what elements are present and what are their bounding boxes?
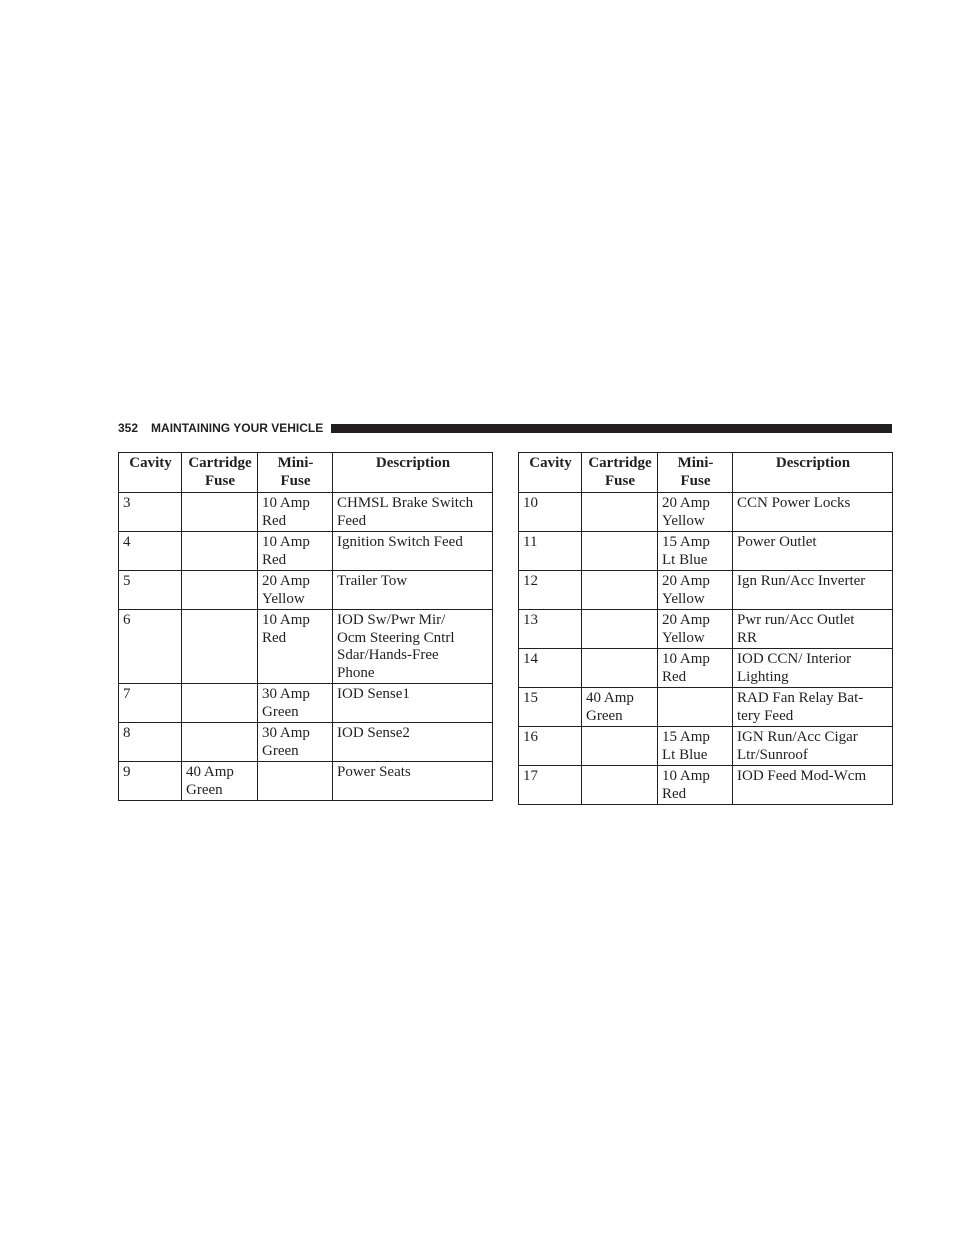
description-cell: IGN Run/Acc Cigar Ltr/Sunroof — [733, 727, 893, 766]
mini-fuse-cell: 20 Amp Yellow — [258, 571, 333, 610]
cavity-cell: 9 — [119, 762, 182, 801]
table-row — [119, 610, 493, 684]
cavity-cell: 7 — [119, 684, 182, 723]
description-cell: RAD Fan Relay Bat- tery Feed — [733, 688, 893, 727]
description-cell: Ign Run/Acc Inverter — [733, 571, 893, 610]
page-header — [118, 420, 892, 436]
description-cell: CCN Power Locks — [733, 493, 893, 532]
column-header-description: Description — [333, 453, 493, 493]
section-title: MAINTAINING YOUR VEHICLE — [151, 421, 324, 435]
mini-fuse-cell: 20 Amp Yellow — [658, 493, 733, 532]
mini-fuse-cell: 30 Amp Green — [258, 684, 333, 723]
table-row — [519, 610, 893, 649]
cartridge-fuse-cell — [582, 610, 658, 649]
mini-fuse-cell — [258, 762, 333, 801]
cartridge-fuse-cell — [582, 766, 658, 805]
cartridge-fuse-cell: 40 Amp Green — [582, 688, 658, 727]
page-number: 352 — [118, 421, 139, 435]
cartridge-fuse-cell — [182, 493, 258, 532]
cavity-cell: 10 — [519, 493, 582, 532]
table-row — [519, 727, 893, 766]
column-header-cartridge-fuse: Cartridge Fuse — [182, 453, 258, 493]
table-row — [119, 684, 493, 723]
table-row — [119, 723, 493, 762]
cavity-cell: 14 — [519, 649, 582, 688]
cavity-cell: 16 — [519, 727, 582, 766]
table-row — [519, 571, 893, 610]
description-cell: Power Seats — [333, 762, 493, 801]
cavity-cell: 8 — [119, 723, 182, 762]
cartridge-fuse-cell — [582, 571, 658, 610]
mini-fuse-cell: 10 Amp Red — [658, 649, 733, 688]
column-header-mini-fuse: Mini- Fuse — [258, 453, 333, 493]
cartridge-fuse-cell — [182, 684, 258, 723]
mini-fuse-cell: 15 Amp Lt Blue — [658, 727, 733, 766]
cartridge-fuse-cell — [582, 532, 658, 571]
table-row — [119, 493, 493, 532]
table-header-row — [119, 453, 493, 493]
table-row — [119, 571, 493, 610]
cartridge-fuse-cell — [182, 571, 258, 610]
table-row — [519, 649, 893, 688]
cavity-cell: 13 — [519, 610, 582, 649]
table-row — [519, 532, 893, 571]
cavity-cell: 6 — [119, 610, 182, 684]
cavity-cell: 4 — [119, 532, 182, 571]
mini-fuse-cell: 10 Amp Red — [658, 766, 733, 805]
cartridge-fuse-cell — [582, 493, 658, 532]
fuse-table-left — [118, 452, 493, 801]
cavity-cell: 11 — [519, 532, 582, 571]
cavity-cell: 5 — [119, 571, 182, 610]
description-cell: CHMSL Brake Switch Feed — [333, 493, 493, 532]
cavity-cell: 17 — [519, 766, 582, 805]
header-rule — [331, 424, 892, 433]
description-cell: IOD Feed Mod-Wcm — [733, 766, 893, 805]
column-header-mini-fuse: Mini- Fuse — [658, 453, 733, 493]
cavity-cell: 15 — [519, 688, 582, 727]
cavity-cell: 12 — [519, 571, 582, 610]
mini-fuse-cell — [658, 688, 733, 727]
cavity-cell: 3 — [119, 493, 182, 532]
column-header-cavity: Cavity — [119, 453, 182, 493]
table-header-row — [519, 453, 893, 493]
mini-fuse-cell: 30 Amp Green — [258, 723, 333, 762]
mini-fuse-cell: 20 Amp Yellow — [658, 610, 733, 649]
cartridge-fuse-cell — [182, 610, 258, 684]
table-row — [119, 762, 493, 801]
table-row — [519, 493, 893, 532]
description-cell: Power Outlet — [733, 532, 893, 571]
cartridge-fuse-cell — [582, 727, 658, 766]
mini-fuse-cell: 10 Amp Red — [258, 532, 333, 571]
mini-fuse-cell: 10 Amp Red — [258, 610, 333, 684]
description-cell: IOD Sense2 — [333, 723, 493, 762]
cartridge-fuse-cell — [582, 649, 658, 688]
fuse-table-right — [518, 452, 893, 805]
column-header-cartridge-fuse: Cartridge Fuse — [582, 453, 658, 493]
description-cell: Ignition Switch Feed — [333, 532, 493, 571]
mini-fuse-cell: 20 Amp Yellow — [658, 571, 733, 610]
description-cell: Trailer Tow — [333, 571, 493, 610]
description-cell: IOD Sense1 — [333, 684, 493, 723]
mini-fuse-cell: 10 Amp Red — [258, 493, 333, 532]
mini-fuse-cell: 15 Amp Lt Blue — [658, 532, 733, 571]
table-row — [519, 688, 893, 727]
cartridge-fuse-cell — [182, 723, 258, 762]
table-row — [119, 532, 493, 571]
column-header-cavity: Cavity — [519, 453, 582, 493]
column-header-description: Description — [733, 453, 893, 493]
description-cell: IOD Sw/Pwr Mir/ Ocm Steering Cntrl Sdar/Hands-Free Phone — [333, 610, 493, 684]
description-cell: Pwr run/Acc Outlet RR — [733, 610, 893, 649]
table-row — [519, 766, 893, 805]
cartridge-fuse-cell — [182, 532, 258, 571]
cartridge-fuse-cell: 40 Amp Green — [182, 762, 258, 801]
description-cell: IOD CCN/ Interior Lighting — [733, 649, 893, 688]
